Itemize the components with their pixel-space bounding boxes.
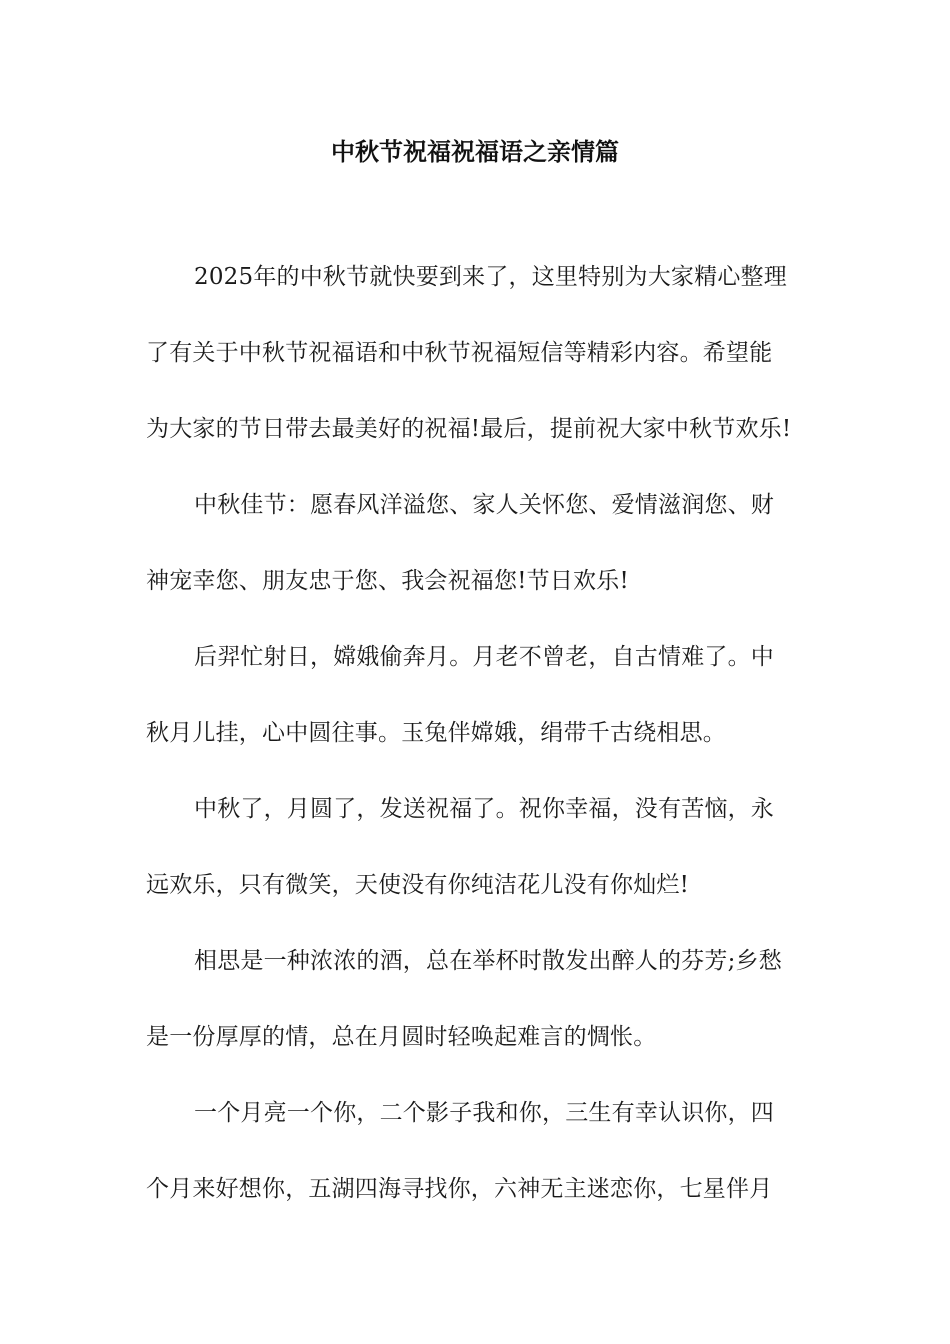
document-body	[146, 254, 806, 1242]
text-line: 2025年的中秋节就快要到来了，这里特别为大家精心整理	[194, 264, 787, 290]
text-line: 中秋佳节：愿春风洋溢您、家人关怀您、爱情滋润您、财	[194, 492, 774, 518]
text-line: 后羿忙射日，嫦娥偷奔月。月老不曾老，自古情难了。中	[194, 644, 774, 670]
text-line: 个月来好想你，五湖四海寻找你，六神无主迷恋你，七星伴月	[146, 1176, 773, 1202]
text-line: 远欢乐，只有微笑，天使没有你纯洁花儿没有你灿烂!	[146, 872, 690, 898]
text-line: 相思是一种浓浓的酒，总在举杯时散发出醉人的芬芳;乡愁	[194, 948, 782, 974]
text-line: 了有关于中秋节祝福语和中秋节祝福短信等精彩内容。希望能	[146, 340, 773, 366]
text-line: 一个月亮一个你，二个影子我和你，三生有幸认识你，四	[194, 1100, 774, 1126]
text-line: 神宠幸您、朋友忠于您、我会祝福您!节日欢乐!	[146, 568, 629, 594]
text-line: 为大家的节日带去最美好的祝福!最后，提前祝大家中秋节欢乐!	[146, 416, 792, 442]
text-line: 秋月儿挂，心中圆往事。玉兔伴嫦娥，绢带千古绕相思。	[146, 720, 726, 746]
document-title: 中秋节祝福祝福语之亲情篇	[331, 137, 619, 166]
text-line: 中秋了，月圆了，发送祝福了。祝你幸福，没有苦恼，永	[194, 796, 774, 822]
text-line: 是一份厚厚的情，总在月圆时轻唤起难言的惆怅。	[146, 1024, 657, 1050]
